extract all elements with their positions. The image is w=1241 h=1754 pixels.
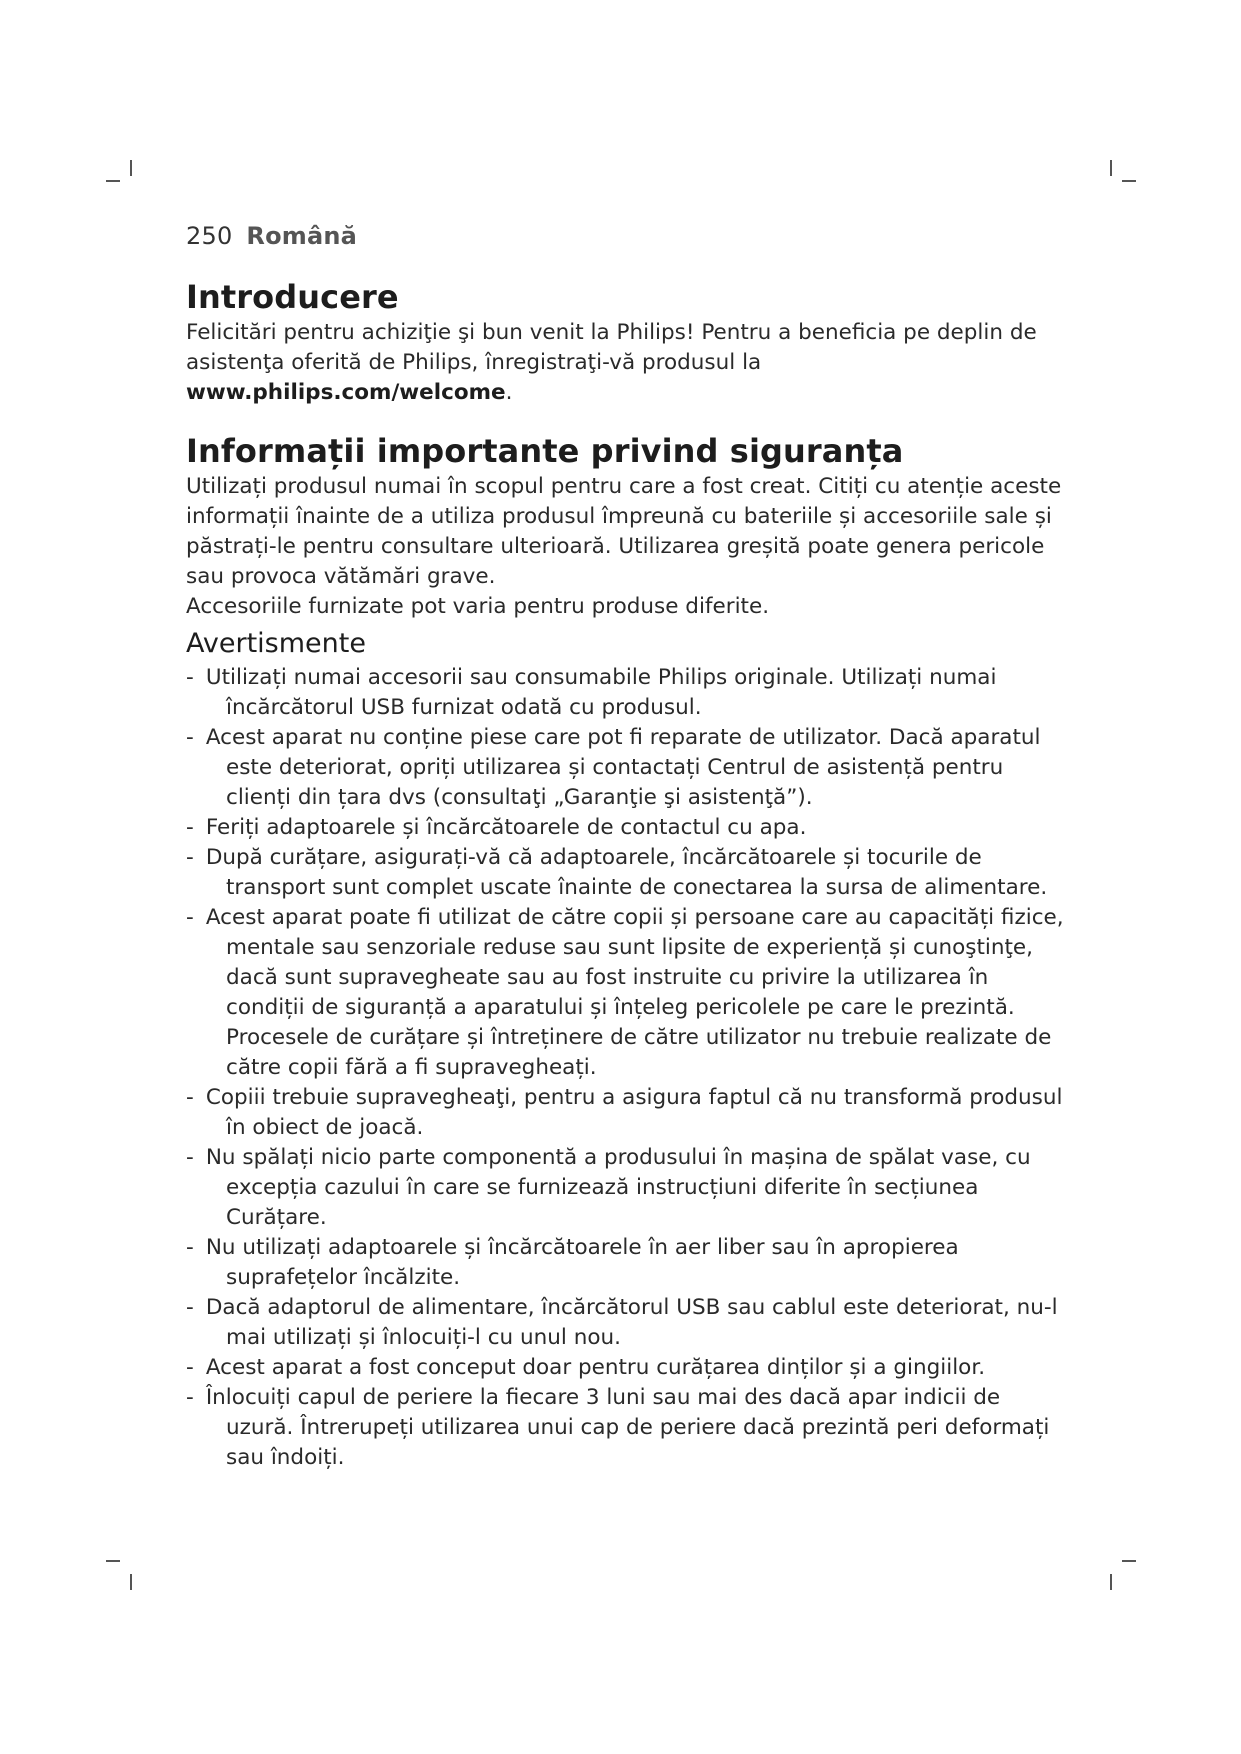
crop-mark-bottom-left-h [106,1560,120,1562]
warning-text: Înlocuiți capul de periere la fiecare 3 luni sau mai des dacă apar indicii de uzură. Întrerupeți utilizarea unui cap de periere dacă prezintă peri deformați sau îndoiți. [205,1385,1050,1470]
introduction-period: . [505,380,513,405]
safety-paragraph-2: Accesoriile furnizate pot varia pentru produse diferite. [186,594,770,619]
bullet-dash: - [186,665,194,690]
bullet-dash: - [186,1355,194,1380]
bullet-dash: - [186,1235,194,1260]
philips-welcome-link[interactable]: www.philips.com/welcome [186,380,506,405]
bullet-dash: - [186,1145,194,1170]
warning-item [186,903,1066,1083]
warning-item [186,1383,1066,1473]
warning-text: Dacă adaptorul de alimentare, încărcătorul USB sau cablul este deteriorat, nu-l mai utilizați și înlocuiți-l cu unul nou. [205,1295,1058,1350]
page-number: 250 [186,222,233,250]
introduction-heading: Introducere [186,278,399,316]
warning-text: Nu spălați nicio parte componentă a produsului în mașina de spălat vase, cu excepția cazului în care se furnizează instrucțiuni diferite în secțiunea Curățare. [205,1145,1031,1230]
warnings-list [186,663,1066,1473]
warning-text: Feriți adaptoarele și încărcătoarele de contactul cu apa. [205,815,807,840]
language-label: Română [246,222,358,250]
bullet-dash: - [186,1085,194,1110]
bullet-dash: - [186,1385,194,1410]
warning-item [186,1083,1066,1143]
warning-item [186,663,1066,723]
introduction-body: Felicitări pentru achiziţie şi bun venit la Philips! Pentru a beneficia pe deplin de asistenţa oferită de Philips, înregistraţi-vă produsul la [186,320,1037,375]
warning-item [186,813,1066,843]
warning-text: Utilizați numai accesorii sau consumabile Philips originale. Utilizați numai încărcătorul USB furnizat odată cu produsul. [205,665,997,720]
warning-item [186,1353,1066,1383]
warning-item [186,1143,1066,1233]
crop-mark-bottom-left-v [130,1574,132,1590]
warnings-heading: Avertismente [186,628,366,659]
bullet-dash: - [186,905,194,930]
crop-mark-bottom-right-h [1122,1560,1136,1562]
crop-mark-bottom-right-v [1110,1574,1112,1590]
bullet-dash: - [186,815,194,840]
bullet-dash: - [186,725,194,750]
warning-text: Acest aparat nu conține piese care pot fi reparate de utilizator. Dacă aparatul este deteriorat, opriți utilizarea și contactați Centrul de asistență pentru clienți din țara dvs (consultaţi „Garanţie şi asistenţă”). [205,725,1041,810]
crop-mark-top-right-h [1122,180,1136,182]
safety-heading: Informații importante privind siguranța [186,432,904,470]
warnings-section [186,628,1066,1473]
page-content [186,222,1066,1473]
crop-mark-top-right-v [1110,160,1112,176]
warning-text: Copiii trebuie supravegheaţi, pentru a asigura faptul că nu transformă produsul în obiect de joacă. [205,1085,1063,1140]
warning-text: După curățare, asigurați-vă că adaptoarele, încărcătoarele și tocurile de transport sunt complet uscate înainte de conectarea la sursa de alimentare. [205,845,1048,900]
introduction-section [186,278,1066,408]
warning-item [186,843,1066,903]
safety-paragraph-1: Utilizați produsul numai în scopul pentru care a fost creat. Citiți cu atenție aceste informații înainte de a utiliza produsul împreună cu bateriile și accesoriile sale și păstrați-le pentru consultare ulterioară. Utilizarea greșită poate genera pericole sau provoca vătămări grave. [186,474,1062,589]
bullet-dash: - [186,1295,194,1320]
warning-item [186,723,1066,813]
warning-text: Acest aparat a fost conceput doar pentru curățarea dinților și a gingiilor. [205,1355,986,1380]
crop-mark-top-left-h [106,180,120,182]
warning-item [186,1233,1066,1293]
warning-text: Acest aparat poate fi utilizat de către copii și persoane care au capacități fizice, mentale sau senzoriale reduse sau sunt lipsite de experiență și cunoştinţe, dacă sunt supravegheate sau au fost instruite cu privire la utilizarea în condiții de siguranță a aparatului și înțeleg pericolele pe care le prezintă. Procesele de curățare și întreținere de către utilizator nu trebuie realizate de către copii fără a fi supravegheați. [205,905,1064,1080]
warning-text: Nu utilizați adaptoarele și încărcătoarele în aer liber sau în apropierea suprafețelor încălzite. [205,1235,959,1290]
introduction-text [186,318,1066,408]
crop-mark-top-left-v [130,160,132,176]
running-header [186,222,1066,250]
bullet-dash: - [186,845,194,870]
safety-section [186,432,1066,622]
warning-item [186,1293,1066,1353]
